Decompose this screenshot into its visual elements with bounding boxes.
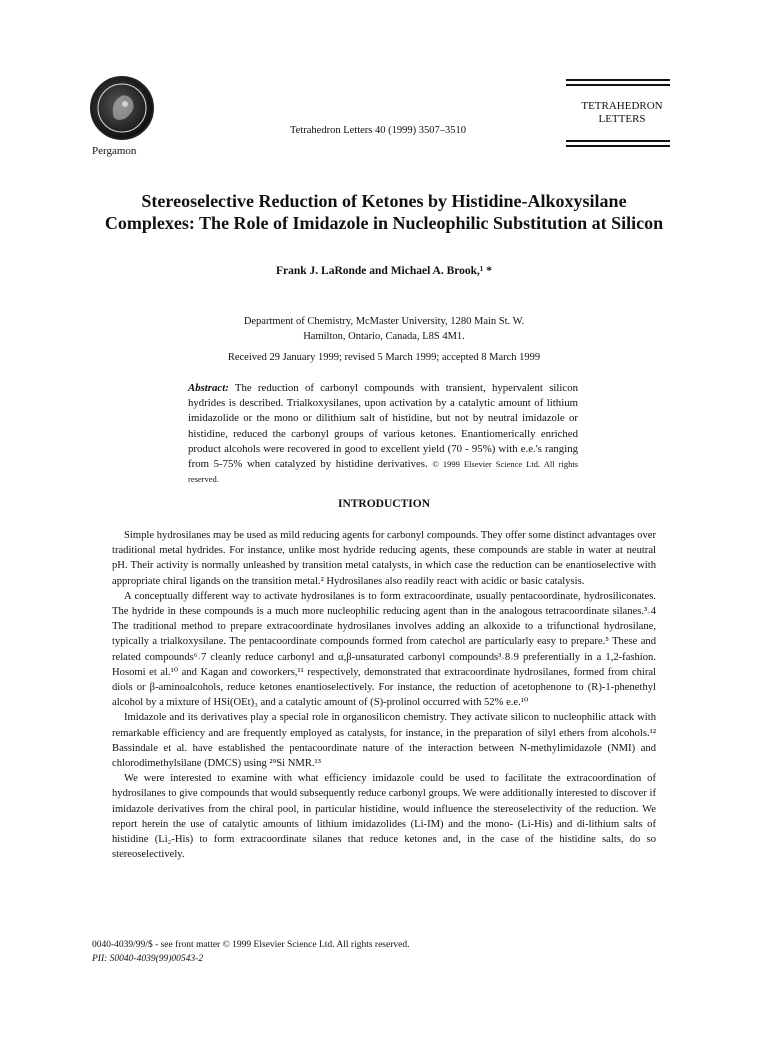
section-heading-introduction: INTRODUCTION — [337, 498, 430, 510]
header-rule-bottom-1 — [566, 140, 670, 142]
pergamon-logo-graphic — [92, 78, 152, 138]
journal-reference: Tetrahedron Letters 40 (1999) 3507–3510 — [290, 125, 466, 136]
header-rule-top-2 — [566, 84, 670, 86]
journal-name-line1: TETRAHEDRON — [581, 100, 663, 112]
footer-copyright: 0040-4039/99/$ - see front matter © 1999 Elsevier Science Ltd. All rights reserved. — [92, 940, 410, 950]
abstract-copyright: © 1999 Elsevier Science Ltd. All rights reserved. — [188, 459, 578, 485]
footer-pii: PII: S0040-4039(99)00543-2 — [92, 954, 204, 964]
abstract — [188, 381, 578, 487]
affiliation-line1: Department of Chemistry, McMaster University, 1280 Main St. W. — [243, 316, 525, 327]
footer — [92, 938, 409, 966]
authors: Frank J. LaRonde and Michael A. Brook,¹ * — [275, 265, 492, 277]
paragraph: A conceptually different way to activate hydrosilanes is to form extracoordinate, usually pentacoordinate, hydrosiliconates. The hydride in these compounds is a much more nucleophilic reducing agent than in the analogous tetracoordinate silanes.³˒4 The traditional method to prepare extracoordinate hydrosilanes involves adding an alkoxide to a trifunctional hydrosilane, typically a trialkoxysilane. The pentacoordinate compounds formed from catechol are particularly easy to prepare.⁵ These and related compounds⁶˒7 cleanly reduce carbonyl and α,β-unsaturated carbonyl compounds³˒8˒9 preferentially in a 1,2-fashion. Hosomi et al.¹⁰ and Kagan and coworkers,¹¹ respectively, demonstrated that extracoordinate hydrosilanes, formed from chiral diols or β-aminoalcohols, reduce ketones enantioselectively. For instance, the reduction of acetophenone to (R)-1-phenethyl alcohol by a mixture of HSi(OEt)₃ and a catalytic amount of (S)-prolinol occurred with 52% e.e.¹⁰ — [112, 590, 656, 709]
header-rule-top-1 — [566, 79, 670, 81]
header-rule-bottom-2 — [566, 145, 670, 147]
abstract-label: Abstract: — [188, 382, 229, 394]
pergamon-logo-icon — [90, 76, 154, 140]
journal-name — [572, 100, 672, 126]
publisher-name: Pergamon — [92, 145, 137, 157]
received-dates: Received 29 January 1999; revised 5 March 1999; accepted 8 March 1999 — [227, 352, 541, 363]
affiliation-line2: Hamilton, Ontario, Canada, L8S 4M1. — [303, 331, 465, 342]
journal-name-line2: LETTERS — [598, 113, 646, 125]
paragraph: We were interested to examine with what efficiency imidazole could be used to facilitate the extracoordination of hydrosilanes to give compounds that would subsequently reduce carbonyl groups. We were additionally interested to discover if imidazole derivatives from the chiral pool, in particular histidine, would influence the stereoselectivity of the reduction. We report herein the use of catalytic amounts of lithium imidazolides (Li-IM) and the mono- (Li-His) and di-lithium salts of histidine (Li₂-His) to form extracoordinate silanes that reduce ketones and, in the case of the histidine salts, do so stereoselectively. — [112, 773, 656, 861]
abstract-text: The reduction of carbonyl compounds with transient, hypervalent silicon hydrides is described. Trialkoxysilanes, upon activation by a catalytic amount of lithium imidazolide or the mono or dilithium salt of histidine, but not by neutral imidazole or histidine, reduced the carbonyl groups of various ketones. Enantiomerically enriched product alcohols were recovered in good to excellent yield (70 - 95%) with e.e.'s ranging from 5-75% when catalyzed by histidine derivatives. — [188, 382, 578, 471]
article-title: Stereoselective Reduction of Ketones by Histidine-Alkoxysilane Complexes: The Role of Imidazole in Nucleophilic Substitution at Silicon — [104, 191, 664, 233]
paragraph: Simple hydrosilanes may be used as mild reducing agents for carbonyl compounds. They offer some distinct advantages over traditional metal hydrides. For instance, unlike most hydride reducing agents, these compounds are stable in water at neutral pH. Their activity is normally unleashed by transition metal catalysts, in which case the reduction can be enantioselective with appropriate chiral ligands on the transition metal.² Hydrosilanes also readily react with acidic or basic catalysis. — [112, 530, 656, 587]
affiliation — [100, 314, 668, 344]
paragraph: Imidazole and its derivatives play a special role in organosilicon chemistry. They activate silicon to nucleophilic attack with remarkable efficiency and are frequently employed as catalysts, for instance, in the preparation of silyl ethers from alcohols.¹² Bassindale et al. have established the pentacoordinate nature of the interaction between N-methylimidazole (NMI) and chlorodimethylsilane (DMCS) using ²⁹Si NMR.¹³ — [112, 712, 656, 770]
introduction-body — [112, 528, 656, 862]
